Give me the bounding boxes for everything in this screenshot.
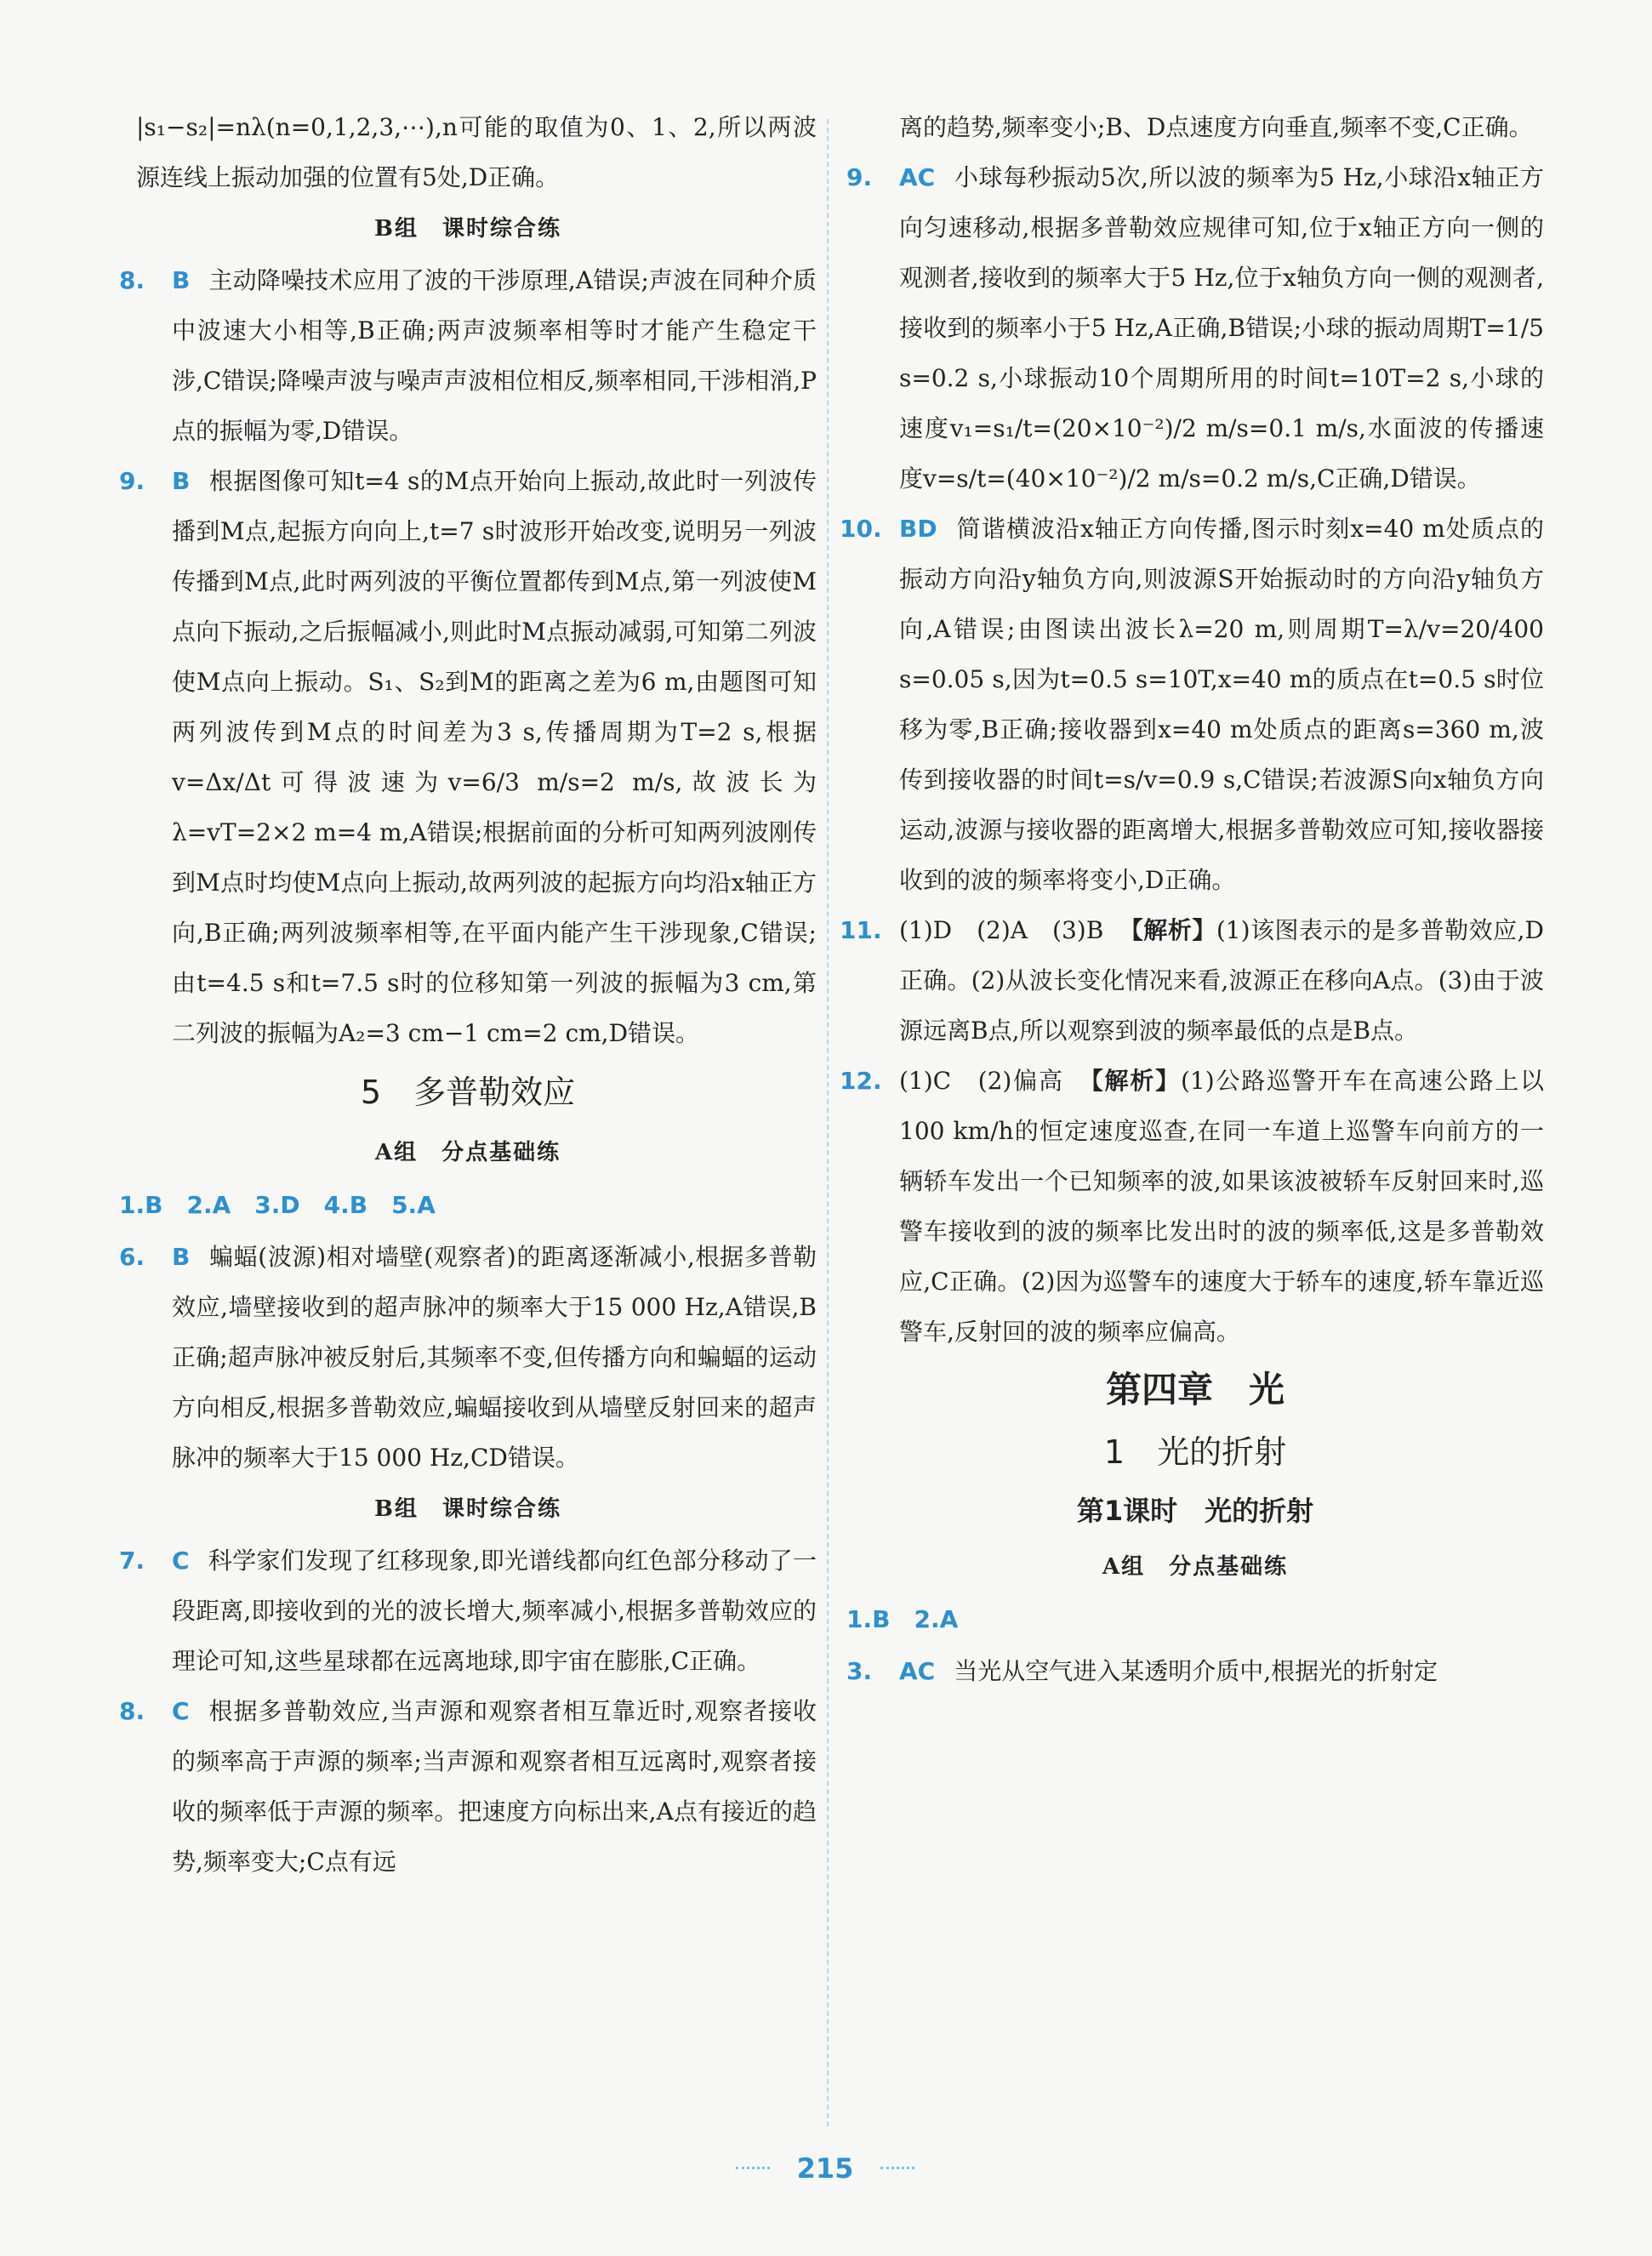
answer-number: 7. [119,1547,145,1575]
continued-paragraph: 离的趋势,频率变小;B、D点速度方向垂直,频率不变,C正确。 [899,113,1533,141]
section-title: 1 光的折射 [1103,1433,1287,1471]
answer-key: (1)D (2)A (3)B [899,916,1104,944]
page-number-text: 215 [796,2152,854,2185]
analysis-tag: 【解析】 [1079,1067,1181,1095]
answer-key: AC [899,163,936,191]
answer-item [846,1646,1544,1696]
group-heading: A组 分点基础练 [1102,1554,1289,1580]
answer-item [119,255,817,456]
answer-key: B [172,1243,191,1271]
intro-paragraph: |s₁−s₂|=nλ(n=0,1,2,3,⋯),n可能的取值为0、1、2,所以两波源连线上振动加强的位置有5处,D正确。 [136,113,817,191]
answer-number: 8. [119,1697,145,1725]
answer-item [840,1056,1544,1357]
answer-number: 3. [846,1657,873,1685]
page-number-decoration [880,2167,914,2169]
answer-key: B [172,266,191,294]
answer-text: 根据多普勒效应,当声源和观察者相互靠近时,观察者接收的频率高于声源的频率;当声源和观察者相互远离时,观察者接收的频率低于声源的频率。把速度方向标出来,A点有接近的趋势,频率变大;C点有远 [172,1697,817,1876]
answer-text: 根据图像可知t=4 s的M点开始向上振动,故此时一列波传播到M点,起振方向向上,t=7 s时波形开始改变,说明另一列波传播到M点,此时两列波的平衡位置都传到M点,第一列波使M点向下振动,之后振幅减小,则此时M点振动减弱,可知第二列波使M点向上振动。S₁、S₂到M的距离之差为6 m,由题图可知两列波传到M点的时间差为3 s,传播周期为T=2 s,根据v=Δx/Δt可得波速为v=6/3 m/s=2 m/s,故波长为λ=vT=2×2 m=4 m,A错误;根据前面的分析可知两列波刚传到M点时均使M点向上振动,故两列波的起振方向均沿x轴正方向,B正确;两列波频率相等,在平面内能产生干涉现象,C错误;由t=4.5 s和t=7.5 s时的位移知第一列波的振幅为3 cm,第二列波的振幅为A₂=3 cm−1 cm=2 cm,D错误。 [172,467,817,1047]
answer-text: 简谐横波沿x轴正方向传播,图示时刻x=40 m处质点的振动方向沿y轴负方向,则波源S开始振动时的方向沿y轴负方向,A错误;由图读出波长λ=20 m,则周期T=λ/v=20/400 s=0.05 s,因为t=0.5 s=10T,x=40 m的质点在t=0.5 s时位移为零,B正确;接收器到x=40 m处质点的距离s=360 m,波传到接收器的时间t=s/v=0.9 s,C错误;若波源S向x轴负方向运动,波源与接收器的距离增大,根据多普勒效应可知,接收器接收到的波的频率将变小,D正确。 [899,515,1544,894]
answer-item [840,905,1544,1056]
right-column [840,102,1544,1696]
analysis-tag: 【解析】 [1119,916,1216,944]
answer-item [119,1686,817,1887]
answer-text: 主动降噪技术应用了波的干涉原理,A错误;声波在同种介质中波速大小相等,B正确;两声波频率相等时才能产生稳定干涉,C错误;降噪声波与噪声声波相位相反,频率相同,干涉相消,P点的振幅为零,D错误。 [172,266,817,445]
answer-number: 10. [840,515,882,543]
answer-key: C [172,1697,190,1725]
section-title: 5 多普勒效应 [360,1074,576,1111]
quick-answers: 1.B 2.A [846,1605,959,1633]
answer-key: BD [899,515,937,543]
answer-text: (1)公路巡警开车在高速公路上以100 km/h的恒定速度巡查,在同一车道上巡警车向前方的一辆轿车发出一个已知频率的波,如果该波被轿车反射回来时,巡警车接收到的波的频率比发出时的波的频率低,这是多普勒效应,C正确。(2)因为巡警车的速度大于轿车的速度,轿车靠近巡警车,反射回的波的频率应偏高。 [899,1067,1544,1346]
answer-number: 11. [840,916,882,944]
column-divider [827,119,829,2127]
answer-key: C [172,1547,190,1575]
answer-number: 9. [119,467,145,495]
answer-number: 8. [119,266,145,294]
answer-text: 小球每秒振动5次,所以波的频率为5 Hz,小球沿x轴正方向匀速移动,根据多普勒效应规律可知,位于x轴正方向一侧的观测者,接收到的频率大于5 Hz,位于x轴负方向一侧的观测者,接收到的频率小于5 Hz,A正确,B错误;小球的振动周期T=1/5 s=0.2 s,小球振动10个周期所用的时间t=10T=2 s,小球的速度v₁=s₁/t=(20×10⁻²)/2 m/s=0.1 m/s,水面波的传播速度v=s/t=(40×10⁻²)/2 m/s=0.2 m/s,C正确,D错误。 [899,163,1544,493]
answer-number: 12. [840,1067,882,1095]
left-column [119,102,817,1887]
answer-item [119,1535,817,1686]
answer-number: 6. [119,1243,145,1271]
answer-text: 蝙蝠(波源)相对墙壁(观察者)的距离逐渐减小,根据多普勒效应,墙壁接收到的超声脉冲的频率大于15 000 Hz,A错误,B正确;超声脉冲被反射后,其频率不变,但传播方向和蝙蝠的运动方向相反,根据多普勒效应,蝙蝠接收到从墙壁反射回来的超声脉冲的频率大于15 000 Hz,CD错误。 [172,1243,817,1472]
answer-key: (1)C (2)偏高 [899,1067,1064,1095]
answer-text: (1)该图表示的是多普勒效应,D正确。(2)从波长变化情况来看,波源正在移向A点。(3)由于波源远离B点,所以观察到波的频率最低的点是B点。 [899,916,1544,1045]
answer-number: 9. [846,163,873,191]
answer-key: AC [899,1657,936,1685]
answer-text: 当光从空气进入某透明介质中,根据光的折射定 [954,1657,1438,1685]
answer-text: 科学家们发现了红移现象,即光谱线都向红色部分移动了一段距离,即接收到的光的波长增大,频率减小,根据多普勒效应的理论可知,这些星球都在远离地球,即宇宙在膨胀,C正确。 [172,1547,817,1675]
page-number-decoration [736,2167,770,2169]
group-heading: B组 课时综合练 [374,216,561,242]
answer-item [119,1232,817,1483]
answer-item [840,504,1544,905]
answer-item [846,152,1544,504]
answer-key: B [172,467,191,495]
group-heading: A组 分点基础练 [374,1140,561,1165]
page-number [770,2148,880,2189]
group-heading: B组 课时综合练 [374,1496,561,1522]
chapter-title: 第四章 光 [1105,1369,1285,1410]
answer-item [119,456,817,1058]
quick-answers: 1.B 2.A 3.D 4.B 5.A [119,1191,436,1219]
lesson-title: 第1课时 光的折射 [1076,1495,1314,1527]
